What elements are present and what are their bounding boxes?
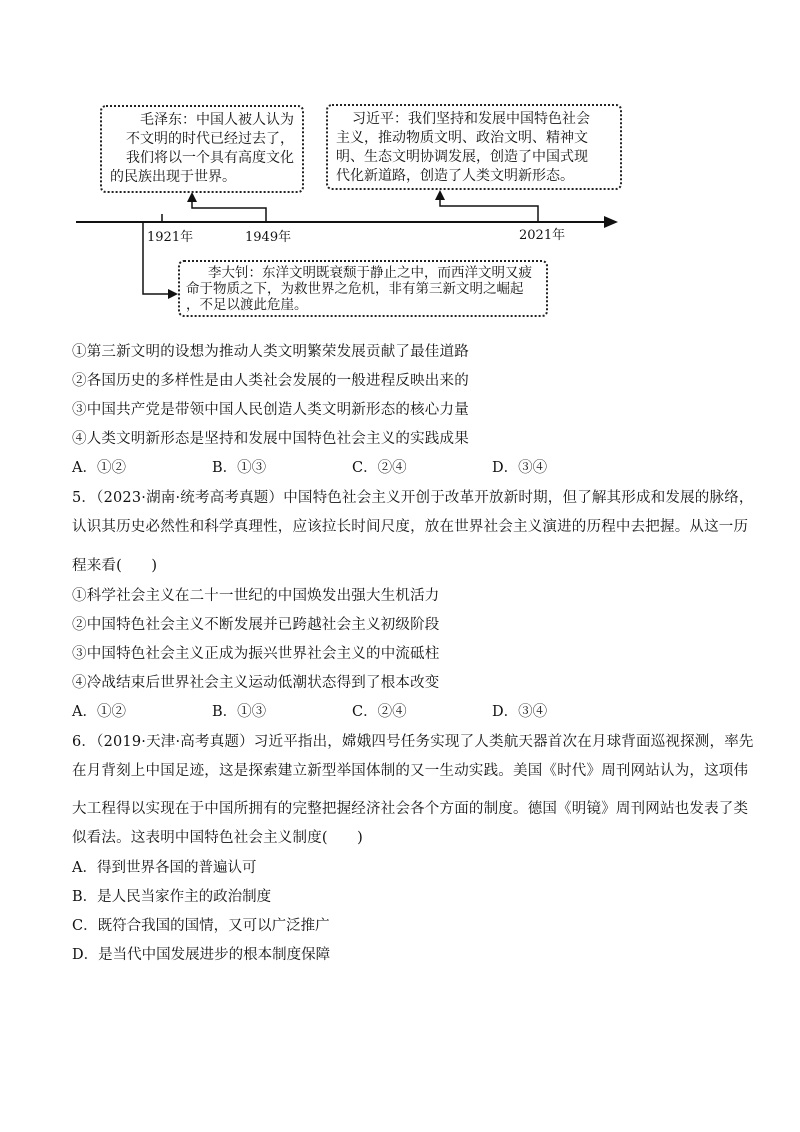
year-label-1921: 1921年 [147, 230, 194, 245]
timeline-axis-arrowhead [604, 216, 618, 228]
q6-stem-line-2: 在月背刻上中国足迹，这是探索建立新型举国体制的又一生动实践。美国《时代》周刊网站认为，这项伟 [72, 763, 749, 779]
q4-statement-2: ②各国历史的多样性是由人类社会发展的一般进程反映出来的 [72, 373, 469, 389]
q4-option-c[interactable]: C．②④ [352, 460, 407, 476]
q6-option-a[interactable]: A．得到世界各国的普遍认可 [72, 860, 257, 876]
callout-xi-line: 习近平：我们坚持和发展中国特色社会 [352, 111, 590, 127]
year-label-1949: 1949年 [245, 230, 292, 245]
q4-option-a[interactable]: A．①② [72, 460, 126, 476]
q5-option-b[interactable]: B．①③ [212, 704, 267, 720]
connector-1921-arrowhead [168, 289, 178, 299]
q5-option-d[interactable]: D．③④ [492, 704, 548, 720]
q6-stem-line-3: 大工程得以实现在于中国所拥有的完整把握经济社会各个方面的制度。德国《明镜》周刊网站也发表了类 [72, 801, 749, 817]
q4-statement-4: ④人类文明新形态是坚持和发展中国特色社会主义的实践成果 [72, 431, 469, 447]
callout-mao-line: 不文明的时代已经过去了， [126, 131, 294, 147]
callout-li-line: 命于物质之下，为救世界之危机，非有第三新文明之崛起 [186, 281, 524, 297]
year-label-2021: 2021年 [519, 228, 566, 243]
q5-option-c[interactable]: C．②④ [352, 704, 407, 720]
callout-xi-line: 代化新道路，创造了人类文明新形态。 [336, 168, 574, 184]
callout-li-line: ，不足以渡此危崖。 [186, 297, 308, 313]
callout-xi [326, 104, 622, 190]
connector-2021 [440, 198, 538, 222]
q5-option-a[interactable]: A．①② [72, 704, 126, 720]
q6-stem-line-1: 6．（2019·天津·高考真题）习近平指出，嫦娥四号任务实现了人类航天器首次在月球背面巡视探测，率先 [72, 734, 754, 750]
q5-stem-line-2: 认识其历史必然性和科学真理性，应该拉长时间尺度，放在世界社会主义演进的历程中去把握。从这一历 [72, 519, 749, 535]
q5-statement-3: ③中国特色社会主义正成为振兴世界社会主义的中流砥柱 [72, 646, 440, 662]
callout-mao-line: 的民族出现于世界。 [110, 169, 236, 185]
connector-1949 [192, 200, 266, 222]
q5-stem-line-3: 程来看( ) [72, 558, 158, 574]
q6-option-c[interactable]: C．既符合我国的国情，又可以广泛推广 [72, 918, 330, 934]
q6-option-d[interactable]: D．是当代中国发展进步的根本制度保障 [72, 947, 331, 963]
callout-li [178, 260, 548, 317]
callout-li-line: 李大钊：东洋文明既衰颓于静止之中，而西洋文明又疲 [208, 265, 532, 281]
connector-2021-arrowhead [435, 190, 445, 200]
q5-stem-line-1: 5．（2023·湖南·统考高考真题）中国特色社会主义开创于改革开放新时期，但了解其形成和发展的脉络， [72, 490, 754, 506]
callout-mao-line: 我们将以一个具有高度文化 [126, 150, 294, 166]
callout-xi-line: 主义，推动物质文明、政治文明、精神文 [336, 130, 588, 146]
q4-statement-3: ③中国共产党是带领中国人民创造人类文明新形态的核心力量 [72, 402, 469, 418]
callout-mao [100, 105, 304, 193]
callout-xi-line: 明、生态文明协调发展，创造了中国式现 [336, 149, 588, 165]
q6-option-b[interactable]: B．是人民当家作主的政治制度 [72, 889, 272, 905]
q5-statement-2: ②中国特色社会主义不断发展并已跨越社会主义初级阶段 [72, 617, 440, 633]
q5-statement-1: ①科学社会主义在二十一世纪的中国焕发出强大生机活力 [72, 588, 440, 604]
q4-statement-1: ①第三新文明的设想为推动人类文明繁荣发展贡献了最佳道路 [72, 344, 469, 360]
q4-option-d[interactable]: D．③④ [492, 460, 548, 476]
connector-1949-arrowhead [187, 192, 197, 202]
callout-mao-line: 毛泽东：中国人被人认为 [140, 112, 294, 128]
q5-statement-4: ④冷战结束后世界社会主义运动低潮状态得到了根本改变 [72, 675, 440, 691]
q4-option-b[interactable]: B．①③ [212, 460, 267, 476]
q6-stem-line-4: 似看法。这表明中国特色社会主义制度( ) [72, 830, 364, 846]
